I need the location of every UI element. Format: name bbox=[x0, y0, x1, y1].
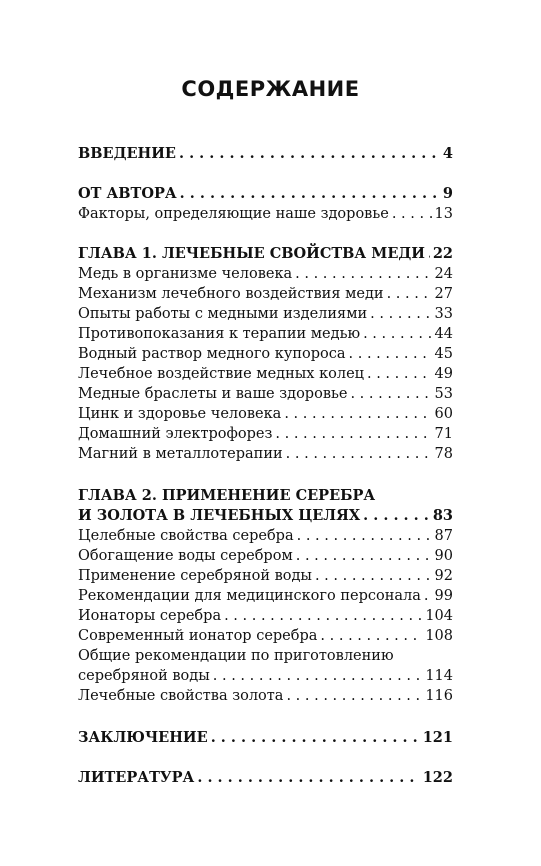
toc-entry bbox=[78, 546, 453, 566]
toc-entry bbox=[78, 626, 453, 646]
dot-leader bbox=[213, 666, 423, 686]
toc-entry-page: 122 bbox=[422, 769, 453, 786]
toc-entry-chapter-2 bbox=[78, 506, 453, 526]
toc-entry-label: ВВЕДЕНИЕ bbox=[78, 145, 176, 162]
dot-leader bbox=[296, 546, 432, 566]
toc-entry-page: 44 bbox=[434, 326, 453, 342]
toc-entry-page: 49 bbox=[434, 366, 453, 382]
dot-leader bbox=[224, 606, 422, 626]
toc-entry bbox=[78, 304, 453, 324]
toc-entry-page: 83 bbox=[432, 507, 453, 524]
toc-entry-page: 116 bbox=[425, 688, 453, 704]
toc-entry-page: 99 bbox=[434, 588, 453, 604]
toc-entry-page: 45 bbox=[434, 346, 453, 362]
toc-entry-page: 27 bbox=[434, 286, 453, 302]
page-title: СОДЕРЖАНИЕ bbox=[181, 77, 360, 101]
dot-leader bbox=[197, 768, 419, 788]
toc-entry bbox=[78, 424, 453, 444]
dot-leader bbox=[363, 324, 431, 344]
toc-entry-label: Лечебное воздействие медных колец bbox=[78, 366, 364, 382]
dot-leader bbox=[295, 264, 431, 284]
dot-leader bbox=[350, 384, 431, 404]
dot-leader bbox=[349, 344, 432, 364]
dot-leader bbox=[320, 626, 422, 646]
dot-leader bbox=[275, 424, 431, 444]
toc-entry-label: Медные браслеты и ваше здоровье bbox=[78, 386, 348, 402]
dot-leader bbox=[297, 526, 432, 546]
toc-entry bbox=[78, 344, 453, 364]
toc-entry-chapter-1 bbox=[78, 244, 453, 264]
toc-entry-page: 121 bbox=[422, 729, 453, 746]
toc-entry-page: 90 bbox=[434, 548, 453, 564]
toc-entry-conclusion bbox=[78, 728, 453, 748]
toc-entry-page: 108 bbox=[425, 628, 453, 644]
toc-entry-label: Водный раствор медного купороса bbox=[78, 346, 346, 362]
toc-entry-label: И ЗОЛОТА В ЛЕЧЕБНЫХ ЦЕЛЯХ bbox=[78, 507, 361, 524]
toc-entry-page: 9 bbox=[442, 185, 453, 202]
toc-entry-from-author bbox=[78, 184, 453, 204]
toc-entry bbox=[78, 526, 453, 546]
toc-entry bbox=[78, 404, 453, 424]
toc-entry bbox=[78, 444, 453, 464]
toc-entry-label: Противопоказания к терапии медью bbox=[78, 326, 361, 342]
toc-entry-page: 4 bbox=[442, 145, 453, 162]
toc-entry-page: 104 bbox=[425, 608, 453, 624]
toc-entry bbox=[78, 384, 453, 404]
toc-entry-label: Магний в металлотерапии bbox=[78, 446, 283, 462]
dot-leader bbox=[392, 204, 432, 224]
toc-entry bbox=[78, 204, 453, 224]
toc-entry bbox=[78, 586, 453, 606]
toc-entry-label: Целебные свойства серебра bbox=[78, 528, 294, 544]
toc-entry-label: Обогащение воды серебром bbox=[78, 548, 293, 564]
toc-entry bbox=[78, 284, 453, 304]
toc-entry-line1: Общие рекомендации по приготовлению bbox=[78, 648, 394, 664]
dot-leader bbox=[211, 728, 420, 748]
toc-entry-page: 53 bbox=[434, 386, 453, 402]
toc-entry bbox=[78, 666, 453, 686]
toc-entry-label: Применение серебряной воды bbox=[78, 568, 312, 584]
toc-entry-introduction bbox=[78, 144, 453, 164]
dot-leader bbox=[315, 566, 432, 586]
toc-entry-page: 78 bbox=[434, 446, 453, 462]
toc-entry-label: Медь в организме человека bbox=[78, 266, 293, 282]
toc-entry-label: ЗАКЛЮЧЕНИЕ bbox=[78, 729, 208, 746]
dot-leader bbox=[363, 506, 430, 526]
dot-leader bbox=[286, 686, 422, 706]
toc-entry-literature bbox=[78, 768, 453, 788]
dot-leader bbox=[180, 184, 440, 204]
toc-entry-label: Факторы, определяющие наше здоровье bbox=[78, 206, 389, 222]
toc-entry bbox=[78, 606, 453, 626]
toc-entry-label: ОТ АВТОРА bbox=[78, 185, 177, 202]
toc-entry-page: 13 bbox=[434, 206, 453, 222]
toc-entry-page: 114 bbox=[425, 668, 453, 684]
dot-leader bbox=[370, 304, 431, 324]
toc-entry bbox=[78, 324, 453, 344]
toc-entry-page: 87 bbox=[434, 528, 453, 544]
toc-entry-page: 22 bbox=[432, 245, 453, 262]
dot-leader bbox=[428, 244, 430, 264]
toc-entry-label: серебряной воды bbox=[78, 668, 210, 684]
toc-entry-page: 92 bbox=[434, 568, 453, 584]
toc-entry-page: 33 bbox=[434, 306, 453, 322]
toc-entry-chapter-2-line1: ГЛАВА 2. ПРИМЕНЕНИЕ СЕРЕБРА bbox=[78, 487, 376, 504]
dot-leader bbox=[424, 586, 432, 606]
toc-entry-label: Лечебные свойства золота bbox=[78, 688, 284, 704]
toc-entry bbox=[78, 566, 453, 586]
dot-leader bbox=[179, 144, 440, 164]
dot-leader bbox=[286, 444, 432, 464]
dot-leader bbox=[387, 284, 432, 304]
toc-entry-label: ЛИТЕРАТУРА bbox=[78, 769, 195, 786]
toc-entry-label: ГЛАВА 1. ЛЕЧЕБНЫЕ СВОЙСТВА МЕДИ bbox=[78, 245, 425, 262]
toc-entry bbox=[78, 264, 453, 284]
toc-entry-page: 60 bbox=[434, 406, 453, 422]
toc-entry-page: 71 bbox=[434, 426, 453, 442]
toc-entry-label: Современный ионатор серебра bbox=[78, 628, 318, 644]
toc-entry-page: 24 bbox=[434, 266, 453, 282]
toc-entry-label: Ионаторы серебра bbox=[78, 608, 222, 624]
toc-entry-label: Опыты работы с медными изделиями bbox=[78, 306, 368, 322]
toc-entry bbox=[78, 686, 453, 706]
dot-leader bbox=[284, 404, 431, 424]
toc-entry-label: Цинк и здоровье человека bbox=[78, 406, 282, 422]
toc-entry bbox=[78, 364, 453, 384]
toc-entry-label: Домашний электрофорез bbox=[78, 426, 273, 442]
dot-leader bbox=[367, 364, 432, 384]
toc-entry-label: Механизм лечебного воздействия меди bbox=[78, 286, 384, 302]
toc-entry-label: Рекомендации для медицинского персонала bbox=[78, 588, 421, 604]
